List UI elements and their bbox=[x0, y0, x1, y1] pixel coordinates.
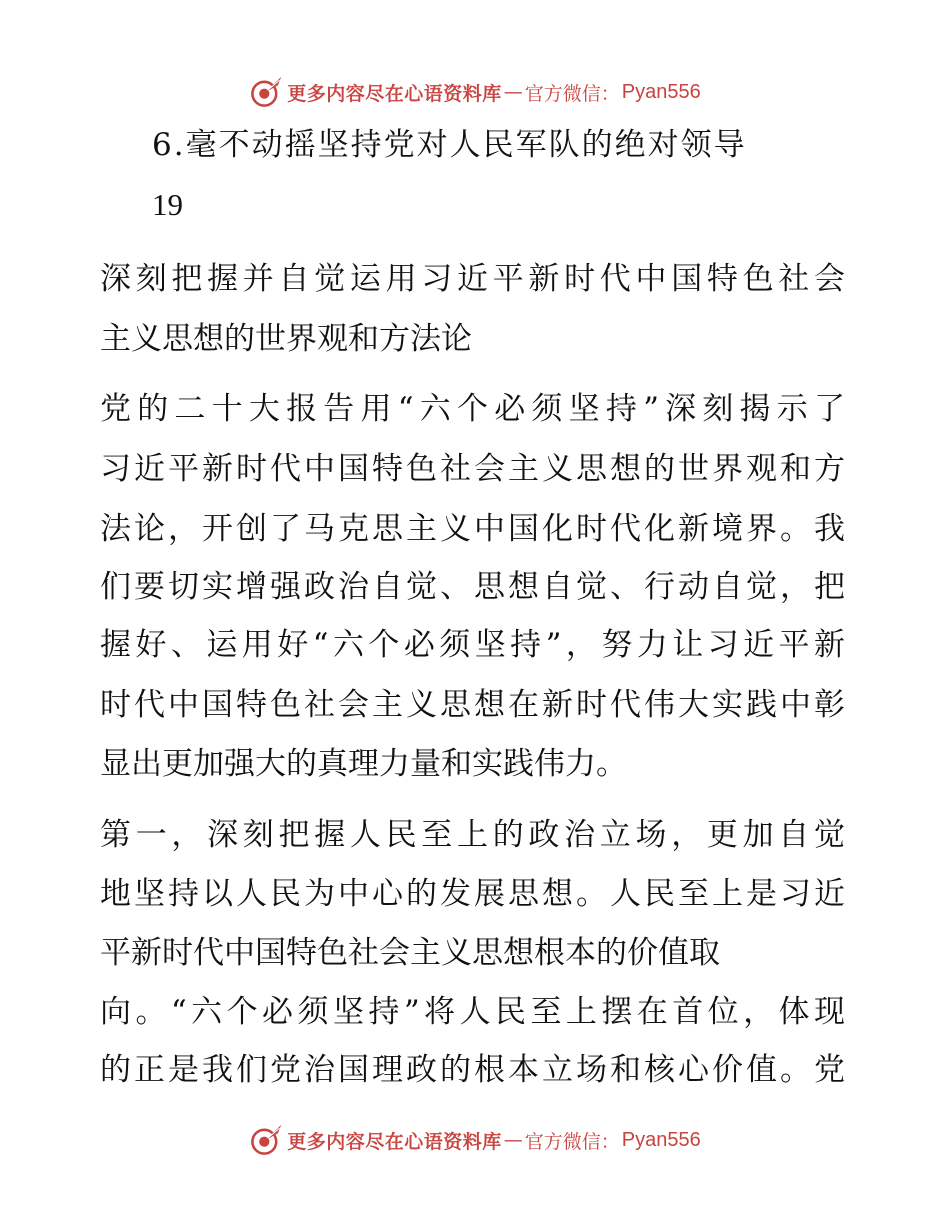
paragraph-line: 习近平新时代中国特色社会主义思想的世界观和方 bbox=[100, 451, 845, 487]
banner-label: 官方微信： bbox=[524, 1130, 620, 1153]
paragraph-line: 地坚持以人民为中心的发展思想。人民至上是习近 bbox=[100, 876, 845, 912]
banner-label: 官方微信： bbox=[524, 82, 620, 105]
banner-wechat-id: Pyan556 bbox=[621, 80, 701, 103]
paragraph-line: 向。“六个必须坚持”将人民至上摆在首位，体现 bbox=[100, 994, 845, 1030]
paragraph-line: 法论，开创了马克思主义中国化时代化新境界。我 bbox=[100, 511, 845, 547]
heading-line-2: 主义思想的世界观和方法论 bbox=[100, 321, 472, 357]
paragraph-line: 时代中国特色社会主义思想在新时代伟大实践中彰 bbox=[100, 687, 845, 723]
paragraph-line: 党的二十大报告用“六个必须坚持”深刻揭示了 bbox=[100, 391, 845, 427]
banner-dash: — bbox=[503, 1129, 523, 1151]
quill-logo-icon bbox=[249, 75, 283, 109]
header-watermark bbox=[0, 70, 950, 114]
heading-line-1: 深刻把握并自觉运用习近平新时代中国特色社会 bbox=[100, 261, 845, 297]
paragraph-line: 平新时代中国特色社会主义思想根本的价值取 bbox=[100, 935, 720, 971]
toc-entry-page: 19 bbox=[152, 187, 183, 222]
paragraph-line: 握好、运用好“六个必须坚持”，努力让习近平新 bbox=[100, 627, 845, 663]
toc-entry-title: 6.毫不动摇坚持党对人民军队的绝对领导 bbox=[152, 127, 747, 163]
paragraph-line: 显出更加强大的真理力量和实践伟力。 bbox=[100, 746, 627, 782]
banner-wechat-id: Pyan556 bbox=[621, 1128, 701, 1151]
paragraph-line: 的正是我们党治国理政的根本立场和核心价值。党 bbox=[100, 1052, 845, 1088]
quill-logo-icon bbox=[249, 1123, 283, 1157]
paragraph-line: 第一，深刻把握人民至上的政治立场，更加自觉 bbox=[100, 817, 845, 853]
banner-dash: — bbox=[503, 81, 523, 103]
paragraph-line: 们要切实增强政治自觉、思想自觉、行动自觉，把 bbox=[100, 569, 845, 605]
footer-watermark bbox=[0, 1118, 950, 1162]
banner-text: 更多内容尽在心语资料库 bbox=[287, 82, 502, 105]
banner-text: 更多内容尽在心语资料库 bbox=[287, 1130, 502, 1153]
